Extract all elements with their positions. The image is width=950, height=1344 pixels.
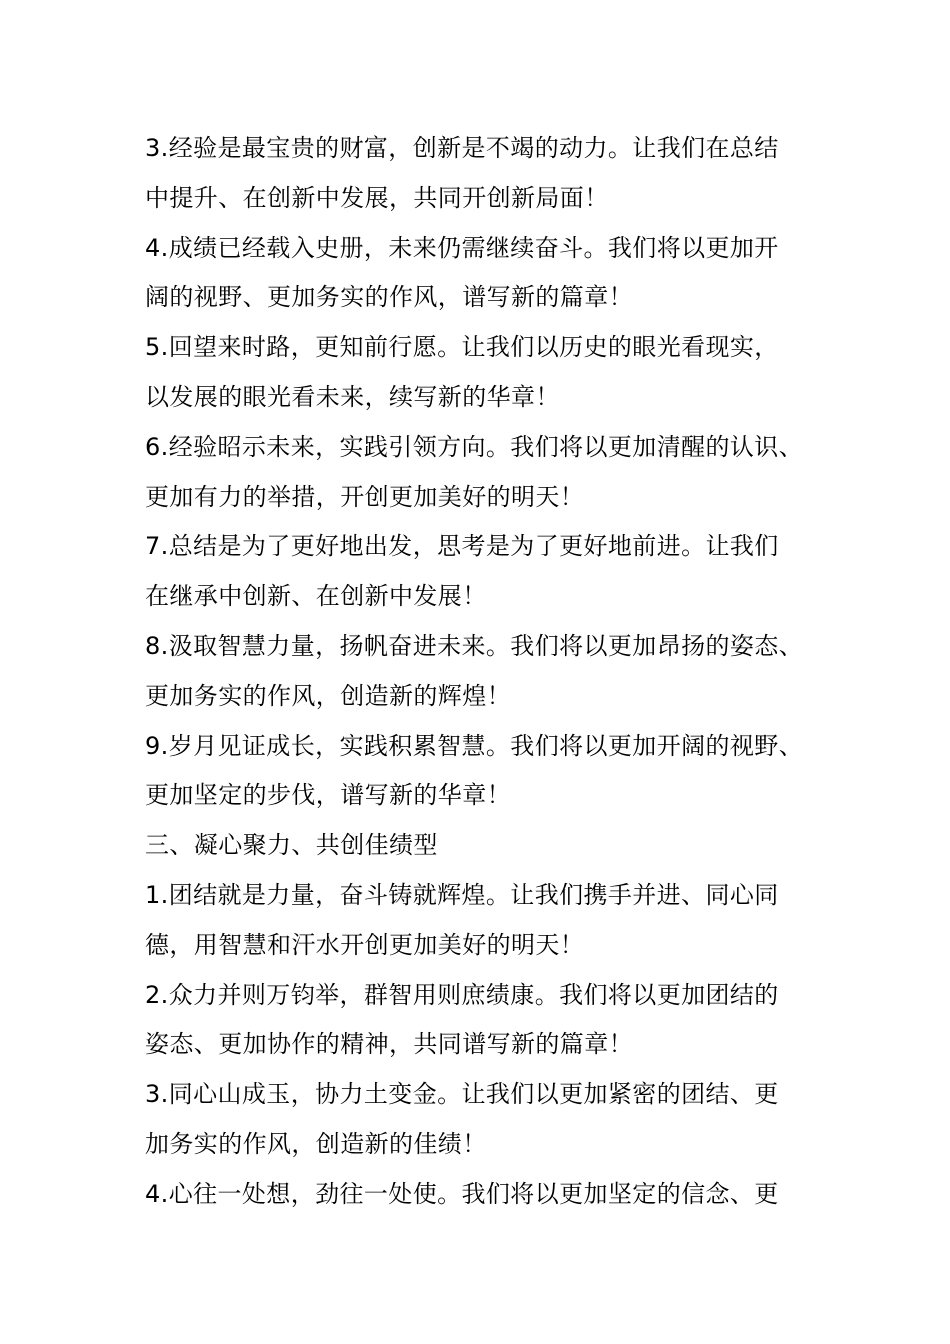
text-line: 1.团结就是力量，奋斗铸就辉煌。让我们携手并进、同心同	[145, 880, 779, 909]
text-line: 3.同心山成玉，协力土变金。让我们以更加紧密的团结、更	[145, 1080, 779, 1109]
text-line: 5.回望来时路，更知前行愿。让我们以历史的眼光看现实，	[145, 333, 779, 362]
text-line: 以发展的眼光看未来，续写新的华章！	[145, 382, 560, 411]
text-line: 加务实的作风，创造新的佳绩！	[145, 1129, 487, 1158]
text-line: 9.岁月见证成长，实践积累智慧。我们将以更加开阔的视野、	[145, 731, 804, 760]
text-line: 阔的视野、更加务实的作风，谱写新的篇章！	[145, 283, 633, 312]
text-line: 2.众力并则万钧举，群智用则庶绩康。我们将以更加团结的	[145, 980, 779, 1009]
section-heading: 三、凝心聚力、共创佳绩型	[145, 831, 438, 860]
text-line: 更加务实的作风，创造新的辉煌！	[145, 681, 511, 710]
text-line: 中提升、在创新中发展，共同开创新局面！	[145, 183, 609, 212]
text-line: 4.心往一处想，劲往一处使。我们将以更加坚定的信念、更	[145, 1179, 779, 1208]
text-line: 姿态、更加协作的精神，共同谱写新的篇章！	[145, 1030, 633, 1059]
text-line: 更加坚定的步伐，谱写新的华章！	[145, 781, 511, 810]
text-line: 德，用智慧和汗水开创更加美好的明天！	[145, 930, 585, 959]
text-line: 更加有力的举措，开创更加美好的明天！	[145, 482, 585, 511]
text-line: 8.汲取智慧力量，扬帆奋进未来。我们将以更加昂扬的姿态、	[145, 631, 804, 660]
text-line: 3.经验是最宝贵的财富，创新是不竭的动力。让我们在总结	[145, 134, 779, 162]
text-line: 6.经验昭示未来，实践引领方向。我们将以更加清醒的认识、	[145, 432, 804, 461]
document-body	[145, 124, 825, 1220]
text-line: 4.成绩已经载入史册，未来仍需继续奋斗。我们将以更加开	[145, 233, 779, 262]
text-line: 在继承中创新、在创新中发展！	[145, 582, 487, 611]
text-line: 7.总结是为了更好地出发，思考是为了更好地前进。让我们	[145, 532, 779, 561]
